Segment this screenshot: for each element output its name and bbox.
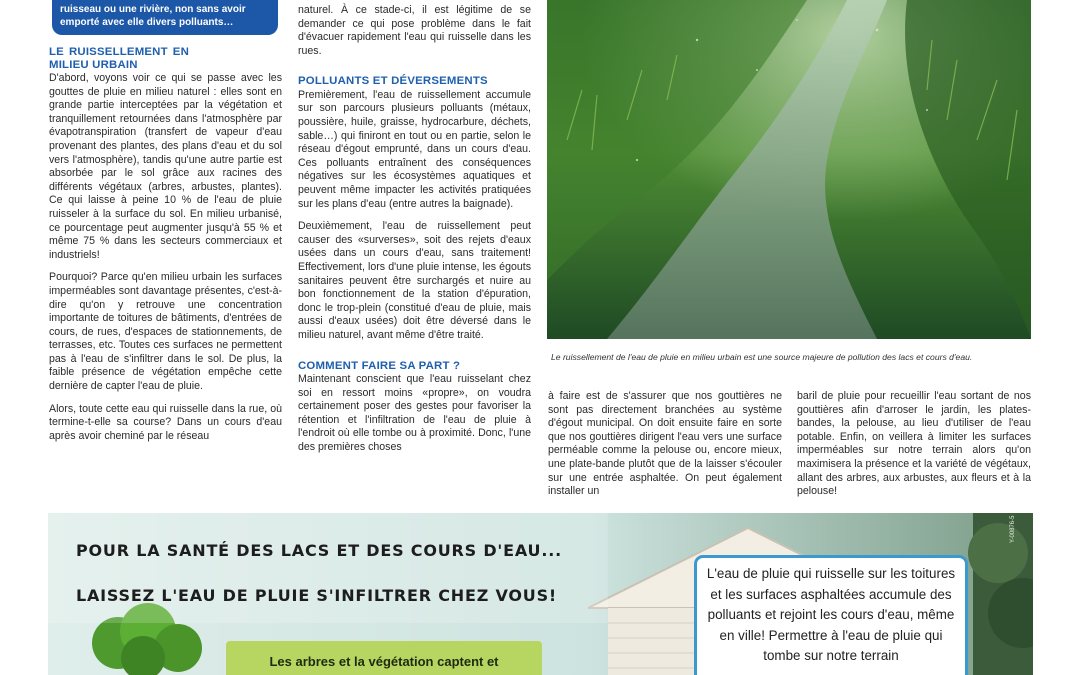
banner-callout-box xyxy=(694,555,968,675)
paragraph: à faire est de s'assurer que nos gouttières ne sont pas directement branchées au système d'égout municipal. On doit ensuite faire en sorte que nos gouttières dirigent l'eau vers une surface perméable comme la pelouse ou, encore mieux, une plate-bande plutôt que de la laisser s'écouler sur une entrée asphaltée. On peut également installer un xyxy=(548,390,782,498)
photo-illustration xyxy=(547,0,1031,339)
banner-credit: Y-00876-5 xyxy=(1010,515,1016,543)
article-column-3 xyxy=(548,390,782,508)
paragraph: Maintenant conscient que l'eau ruisselant chez soi en ressort moins «propre», on voudra certainement poser des gestes pour favoriser la rétention et l'infiltration de l'eau de pluie à l'endroit où elle tombe ou à proximité. Donc, l'une des premières choses xyxy=(298,373,531,454)
banner-title-line-1: POUR LA SANTÉ DES LACS ET DES COURS D'EAU... xyxy=(76,541,562,560)
callout-text: L'eau de pluie qui ruisselle sur les toitures et les surfaces asphaltées accumule des polluants et rejoint les cours d'eau, même en ville! Permettre à l'eau de pluie qui tombe sur notre terrain xyxy=(706,566,956,663)
article-column-4 xyxy=(797,390,1031,508)
article-column-2 xyxy=(298,4,531,464)
paragraph: Premièrement, l'eau de ruissellement accumule sur son parcours plusieurs polluants (métaux, poussière, huile, graisse, hydrocarbure, déchets, sable…) qui finiront en tout ou en partie, selon le réseau d'égout emprunté, dans un cours d'eau. Ces polluants entraînent des conséquences négatives sur les écosystèmes aquatiques et peuvent même impacter les activités pratiquées sur les plans d'eau (entre autres la baignade). xyxy=(298,88,531,210)
photo-caption: Le ruissellement de l'eau de pluie en milieu urbain est une source majeure de pollution des lacs et cours d'eau. xyxy=(551,352,973,362)
paragraph: naturel. À ce stade-ci, il est légitime de se demander ce qui pose problème dans le fait d'évacuer rapidement l'eau qui ruisselle dans les rues. xyxy=(298,4,531,57)
intro-highlight-text: ruisseau ou une rivière, non sans avoir emporté avec elle divers polluants… xyxy=(60,4,246,28)
banner-green-box xyxy=(226,641,542,675)
rainwater-infiltration-banner xyxy=(48,513,1033,675)
section-heading-comment-faire: COMMENT FAIRE SA PART ? xyxy=(298,359,461,372)
banner-title-line-2: LAISSEZ L'EAU DE PLUIE S'INFILTRER CHEZ VOUS! xyxy=(76,586,558,605)
paragraph: D'abord, voyons voir ce qui se passe avec les gouttes de pluie en milieu naturel : elles sont en grande partie interceptées par la végétation et tranquillement retournées dans l'atmosphère par évapotranspiration (transfert de vapeur d'eau provenant des plantes, des plans d'eau et du sol vers l'atmosphère), tandis qu'une autre partie est absorbée par le sol grâce aux racines des différents végétaux (arbres, arbustes, plantes). Ce qui laisse à peine 10 % de l'eau de pluie ruisseler à la surface du sol. En milieu urbanisé, ce pourcentage peut augmenter jusqu'à 55 % et même 75 % dans les secteurs commerciaux et industriels! xyxy=(49,72,282,261)
intro-highlight-box xyxy=(52,0,278,35)
section-heading-polluants: POLLUANTS ET DÉVERSEMENTS xyxy=(298,75,488,88)
paragraph: baril de pluie pour recueillir l'eau sortant de nos gouttières afin d'arroser le jardin, les plates-bandes, la pelouse, au lieu d'utiliser de l'eau potable. Enfin, on veillera à limiter les surfaces imperméables sur notre terrain alors qu'on maximisera la présence et la variété de végétaux, allant des arbres, aux arbustes, aux fleurs et à la pelouse! xyxy=(797,390,1031,498)
article-column-1 xyxy=(49,46,282,452)
paragraph: Deuxièmement, l'eau de ruissellement peut causer des «surverses», soit des rejets d'eaux usées dans un cours d'eau, sans traitement! Effectivement, lors d'une pluie intense, les égouts sanitaires peuvent être surchargés et nuire au bon fonctionnement de la station d'épuration, donc le trop-plein (constitué d'eau de pluie, mais aussi d'eaux usées) doit être déversé dans le milieu naturel, avant même d'être traité. xyxy=(298,220,531,341)
paragraph: Pourquoi? Parce qu'en milieu urbain les surfaces imperméables sont davantage présentes, c'est-à-dire qu'on y retrouve une concentration importante de toitures de bâtiments, d'entrées de cours, de rues, d'espaces de stationnements, de terrasses, etc. Toutes ces surfaces ne permettent pas à l'eau de s'infiltrer dans le sol. De plus, la faible présence de végétation empêche cette dernière de capter l'eau de pluie. xyxy=(49,271,282,393)
green-box-text: Les arbres et la végétation captent et xyxy=(269,654,499,669)
paragraph: Alors, toute cette eau qui ruisselle dans la rue, où termine-t-elle sa course? Dans un cours d'eau après avoir cheminé par le réseau xyxy=(49,402,282,442)
section-heading-ruissellement: LE RUISSELLEMENT EN MILIEU URBAIN xyxy=(49,46,189,71)
grass-rain-photo xyxy=(547,0,1031,339)
